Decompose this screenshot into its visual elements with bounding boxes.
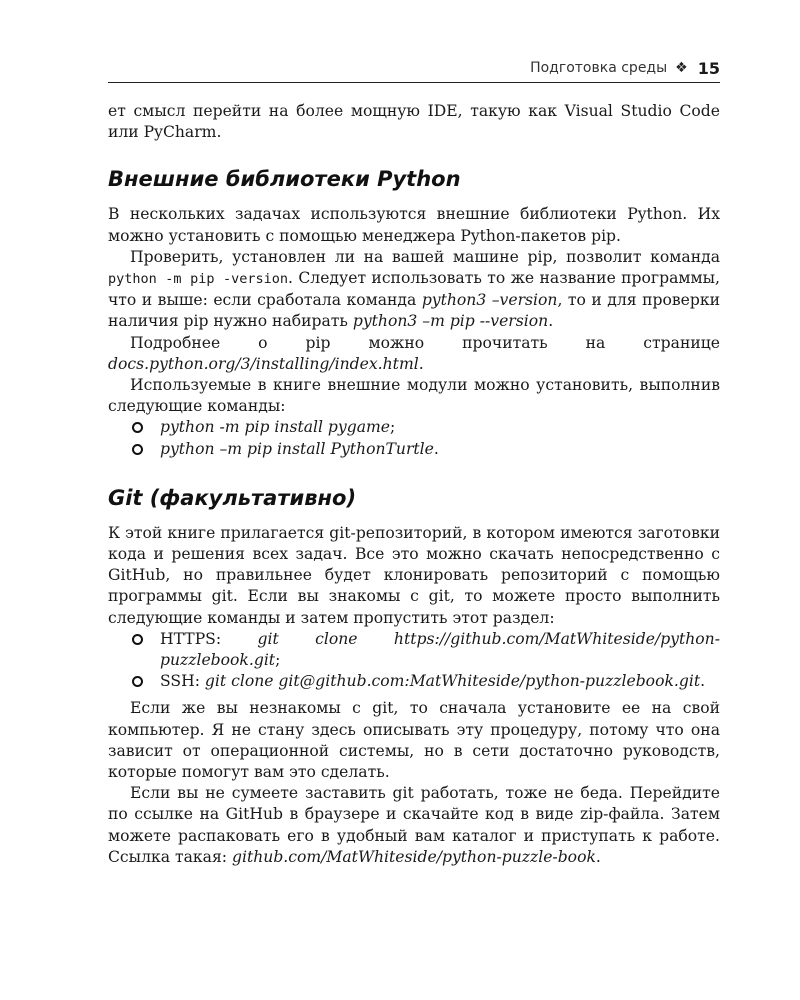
list-item: python –m pip install PythonTurtle. <box>108 439 720 460</box>
page-number: 15 <box>697 58 720 78</box>
heading-external-libraries: Внешние библиотеки Python <box>108 167 461 192</box>
intro-paragraph: ет смысл перейти на более мощную IDE, такую как Visual Studio Code или PyCharm. <box>108 102 720 142</box>
git-paragraph-3: Если вы не сумеете заставить git работать, тоже не беда. Перейдите по ссылке на GitHub в браузере и скачайте код в виде zip-файла. Затем можете распаковать его в удобный вам каталог и приступать к работе. Ссылка такая: github.com/MatWhiteside/python-puzzle-book. <box>108 784 720 866</box>
libs-paragraph-2: Проверить, установлен ли на вашей машине pip, позволит команда python -m pip -version. Следует использовать то же название программы, что и выше: если сработала команда python3 –version, то и для проверки наличия pip нужно набирать python3 –m pip --version. <box>108 247 721 331</box>
libs-paragraph-4: Используемые в книге внешние модули можно установить, выполнив следующие команды: <box>108 376 720 416</box>
inline-command: python3 –m pip --version <box>352 312 549 331</box>
github-link: github.com/MatWhiteside/python-puzzle-book <box>232 847 596 866</box>
git-commands-list <box>108 629 720 693</box>
list-item: python -m pip install pygame; <box>108 417 720 438</box>
inline-command: python3 –version <box>421 291 558 310</box>
bullet-icon <box>132 444 143 455</box>
section-title: Подготовка среды <box>530 60 668 76</box>
libs-paragraph-3: Подробнее о pip можно прочитать на странице docs.python.org/3/installing/index.html. <box>108 333 720 373</box>
heading-git: Git (факультативно) <box>108 485 357 510</box>
install-commands-list <box>108 417 720 459</box>
list-item: SSH: git clone git@github.com:MatWhiteside/python-puzzlebook.git. <box>108 671 720 692</box>
git-paragraph-2: Если же вы незнакомы с git, то сначала установите ее на свой компьютер. Я не стану здесь описывать эту процедуру, потому что она зависит от операционной системы, но в сети достаточно руководств, которые помогут вам это сделать. <box>108 699 720 782</box>
bullet-icon <box>132 634 143 645</box>
git-paragraph-1: К этой книге прилагается git-репозиторий, в котором имеются заготовки кода и решения всех задач. Все это можно скачать непосредственно с GitHub, но правильнее будет клонировать репозиторий с помощью программы git. Если вы знакомы с git, то можете просто выполнить следующие команды и затем пропустить этот раздел: <box>108 523 720 627</box>
list-item: HTTPS: git clone https://github.com/MatWhiteside/python-puzzlebook.git; <box>108 629 720 671</box>
running-header <box>108 54 720 83</box>
inline-code: python -m pip -version <box>108 271 289 288</box>
book-page <box>108 54 720 868</box>
bullet-icon <box>132 676 143 687</box>
ornament-icon: ❖ <box>675 60 688 76</box>
libs-paragraph-1: В нескольких задачах используются внешние библиотеки Python. Их можно установить с помощью менеджера Python-пакетов pip. <box>108 205 720 245</box>
bullet-icon <box>132 422 143 433</box>
docs-link: docs.python.org/3/installing/index.html <box>108 354 419 373</box>
